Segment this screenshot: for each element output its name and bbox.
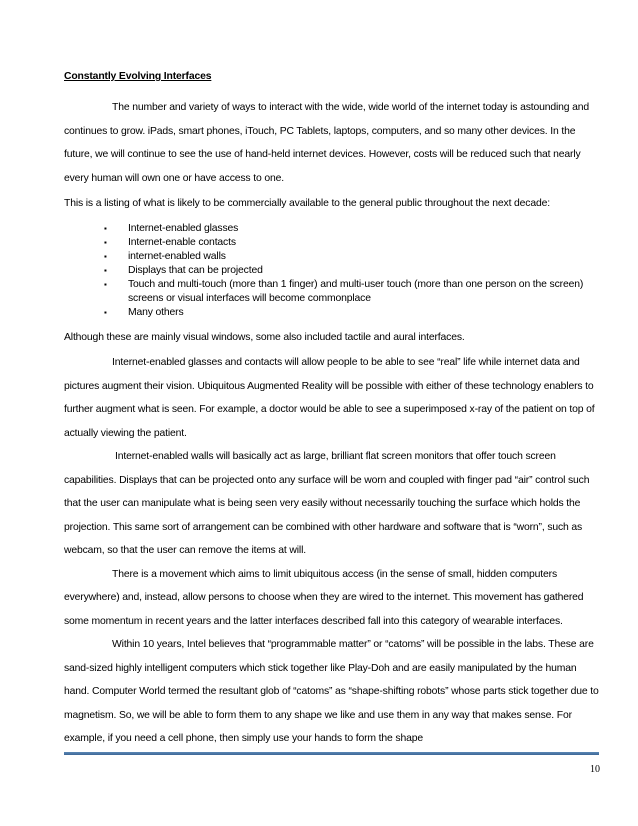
list-item: ▪ Touch and multi-touch (more than 1 finger) and multi-user touch (more than one person on the screen) screens or visual interfaces will become commonplace [104, 278, 584, 304]
after-list-paragraph: Although these are mainly visual windows, some also included tactile and aural interfaces. [64, 331, 465, 343]
list-item: ▪ Internet-enabled glasses [104, 222, 239, 234]
body-paragraph: Internet-enabled walls will basically act as large, brilliant flat screen monitors that offer touch screen capabilities. Displays that can be projected onto any surface will be worn and coupled with finger pad “air” control such that the user can manipulate what is being seen very easily without necessarily touching the surface which holds the projection. This same sort of arrangement can be combined with other hardware and software that is “worn”, such as webcam, so that the user can remove the items at will. [64, 451, 590, 556]
square-bullet-icon: ▪ [104, 279, 107, 289]
footer-rule [64, 752, 599, 755]
square-bullet-icon: ▪ [104, 307, 107, 317]
listing-intro: This is a listing of what is likely to be commercially available to the general public throughout the next decade: [64, 198, 550, 209]
square-bullet-icon: ▪ [104, 251, 107, 261]
bullet-list [64, 222, 599, 320]
body-paragraph: There is a movement which aims to limit ubiquitous access (in the sense of small, hidden computers everywhere) and, instead, allow persons to choose when they are wired to the internet. This movement has gathered some momentum in recent years and the latter interfaces described fall into this category of wearable interfaces. [64, 568, 584, 627]
square-bullet-icon: ▪ [104, 237, 107, 247]
body-paragraph: Within 10 years, Intel believes that “programmable matter” or “catoms” will be possible in the labs. These are sand-sized highly intelligent computers which stick together like Play-Doh and are easily manipulated by the human hand. Computer World termed the resultant glob of “catoms” as “shape-shifting robots” whose parts stick together due to magnetism. So, we will be able to form them to any shape we like and use them in any way that makes sense. For example, if you need a cell phone, then simply use your hands to form the shape [64, 639, 599, 744]
page-number: 10 [590, 764, 600, 775]
section-heading: Constantly Evolving Interfaces [64, 71, 212, 82]
intro-paragraph: The number and variety of ways to interact with the wide, wide world of the internet today is astounding and continues to grow. iPads, smart phones, iTouch, PC Tablets, laptops, computers, and so many other devices. In the future, we will continue to see the use of hand-held internet devices. However, costs will be reduced such that nearly every human will own one or have access to one. [64, 102, 590, 184]
square-bullet-icon: ▪ [104, 265, 107, 275]
list-item: ▪ Displays that can be projected [104, 264, 263, 276]
square-bullet-icon: ▪ [104, 223, 107, 233]
page-body [64, 70, 599, 751]
list-item: ▪ Many others [104, 306, 184, 318]
list-item: ▪ internet-enabled walls [104, 250, 226, 262]
body-paragraph: Internet-enabled glasses and contacts will allow people to be able to see “real” life while internet data and pictures augment their vision. Ubiquitous Augmented Reality will be possible with either of these technology enablers to further augment what is seen. For example, a doctor would be able to see a superimposed x-ray of the patient on top of actually viewing the patient. [64, 357, 595, 439]
list-item: ▪ Internet-enable contacts [104, 236, 236, 248]
